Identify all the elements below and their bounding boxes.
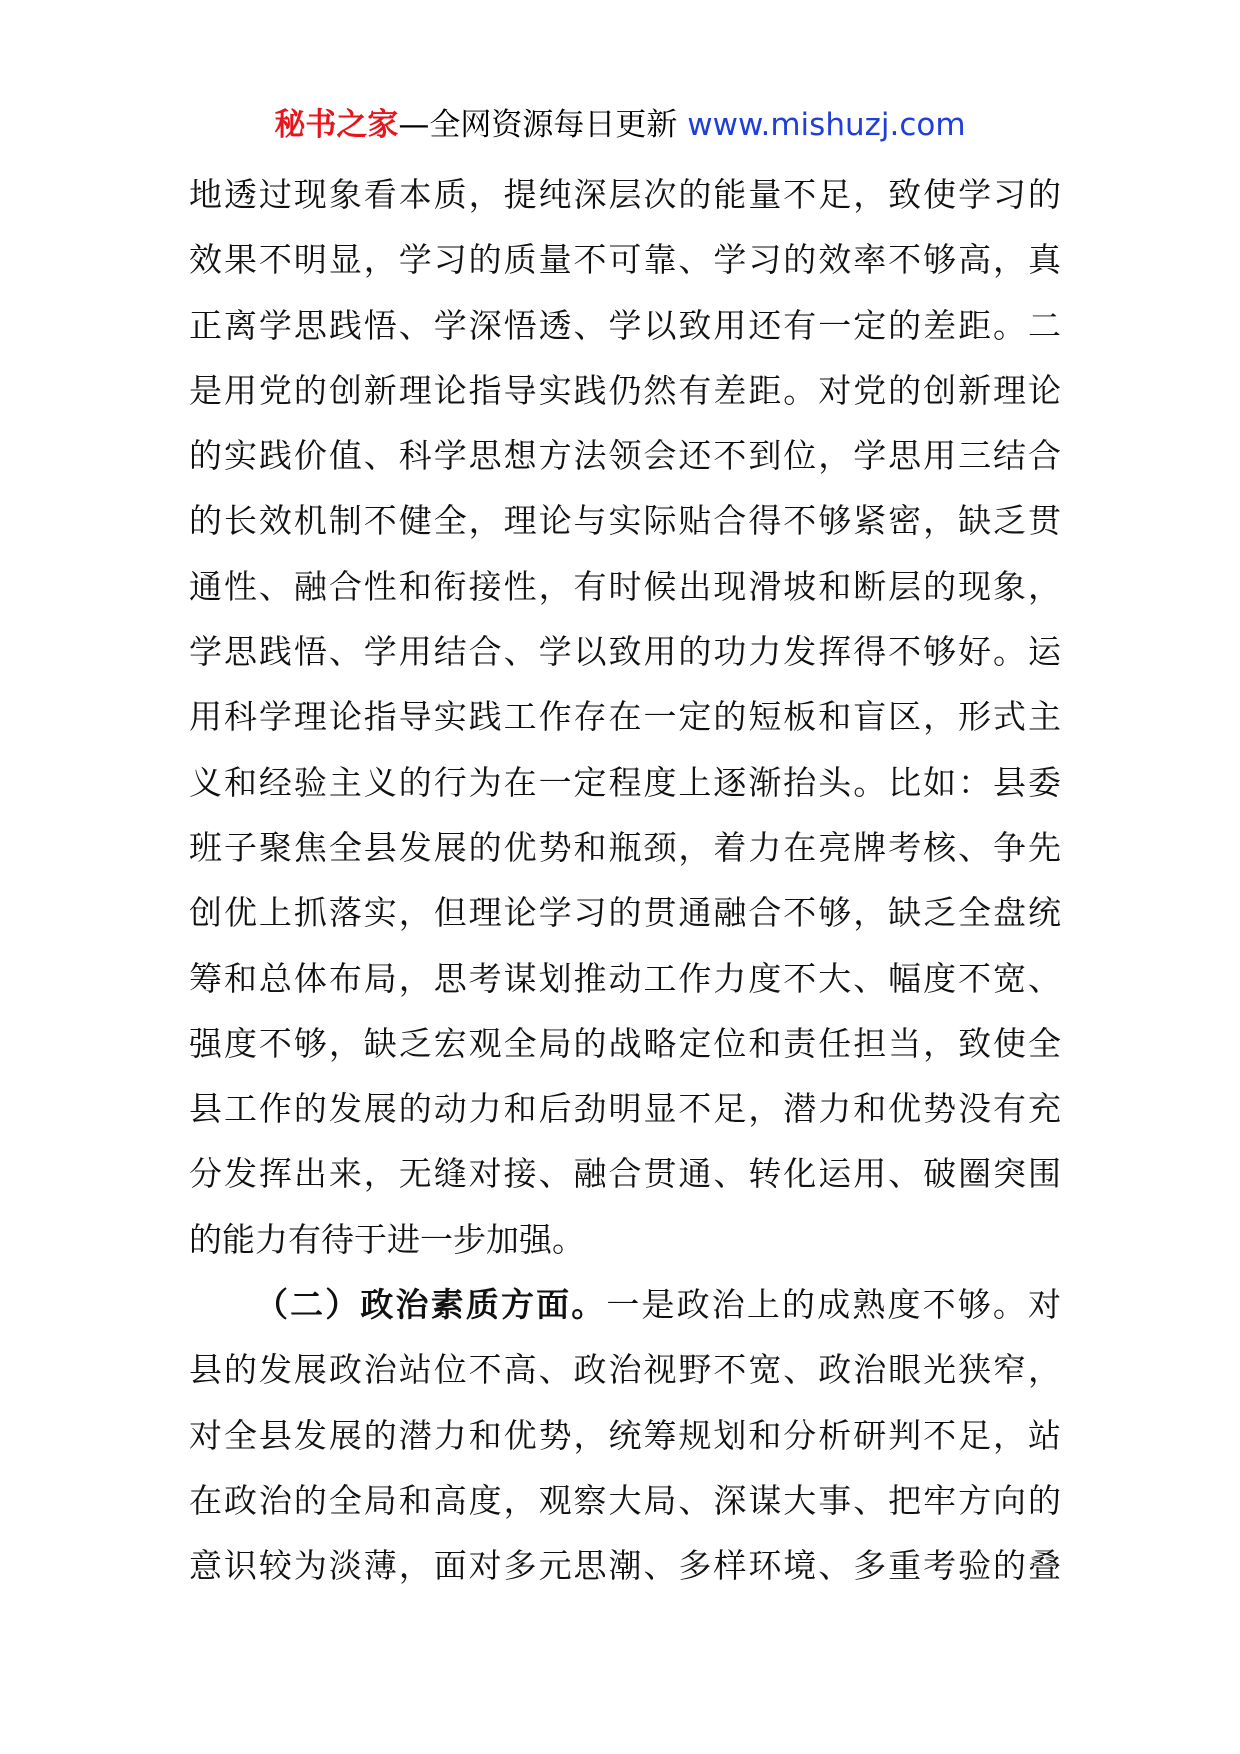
- text-line: 创优上抓落实，但理论学习的贯通融合不够，缺乏全盘统: [189, 893, 1061, 933]
- section-heading: （二）政治素质方面。: [255, 1285, 607, 1325]
- text-line: 是用党的创新理论指导实践仍然有差距。对党的创新理论: [189, 370, 1061, 410]
- text-line: 在政治的全局和高度，观察大局、深谋大事、把牢方向的: [189, 1480, 1061, 1520]
- text-line: 县工作的发展的动力和后劲明显不足，潜力和优势没有充: [189, 1089, 1061, 1129]
- text-line: 对全县发展的潜力和优势，统筹规划和分析研判不足，站: [189, 1415, 1061, 1455]
- body-text: [189, 162, 1061, 1599]
- text-line: 分发挥出来，无缝对接、融合贯通、转化运用、破圈突围: [189, 1154, 1061, 1194]
- text-line: 正离学思践悟、学深悟透、学以致用还有一定的差距。二: [189, 305, 1061, 345]
- header-brand: 秘书之家: [274, 107, 399, 143]
- header-tagline: —全网资源每日更新: [398, 107, 688, 143]
- text-line: 强度不够，缺乏宏观全局的战略定位和责任担当，致使全: [189, 1023, 1061, 1063]
- text-line: 县的发展政治站位不高、政治视野不宽、政治眼光狭窄，: [189, 1350, 1061, 1390]
- text-line: 筹和总体布局，思考谋划推动工作力度不大、幅度不宽、: [189, 958, 1061, 998]
- text-line: 班子聚焦全县发展的优势和瓶颈，着力在亮牌考核、争先: [189, 827, 1061, 867]
- text-line: 学思践悟、学用结合、学以致用的功力发挥得不够好。运: [189, 632, 1061, 672]
- text-line: 用科学理论指导实践工作存在一定的短板和盲区，形式主: [189, 697, 1061, 737]
- header-url-link[interactable]: www.mishuzj.com: [687, 107, 966, 143]
- text-line: 地透过现象看本质，提纯深层次的能量不足，致使学习的: [189, 175, 1061, 214]
- section-first-line: [189, 1272, 1061, 1337]
- text-line: 的实践价值、科学思想方法领会还不到位，学思用三结合: [189, 436, 1061, 476]
- section-first-line-text: 一是政治上的成熟度不够。对: [606, 1285, 1062, 1325]
- text-line: 义和经验主义的行为在一定程度上逐渐抬头。比如：县委: [189, 762, 1061, 802]
- text-line: 意识较为淡薄，面对多元思潮、多样环境、多重考验的叠: [189, 1546, 1061, 1586]
- text-line: 通性、融合性和衔接性，有时候出现滑坡和断层的现象，: [189, 566, 1061, 606]
- text-line: 的长效机制不健全，理论与实际贴合得不够紧密，缺乏贯: [189, 501, 1061, 541]
- text-line: 的能力有待于进一步加强。: [189, 1219, 585, 1259]
- text-line: 效果不明显，学习的质量不可靠、学习的效率不够高，真: [189, 240, 1061, 280]
- page-header: [0, 100, 1240, 150]
